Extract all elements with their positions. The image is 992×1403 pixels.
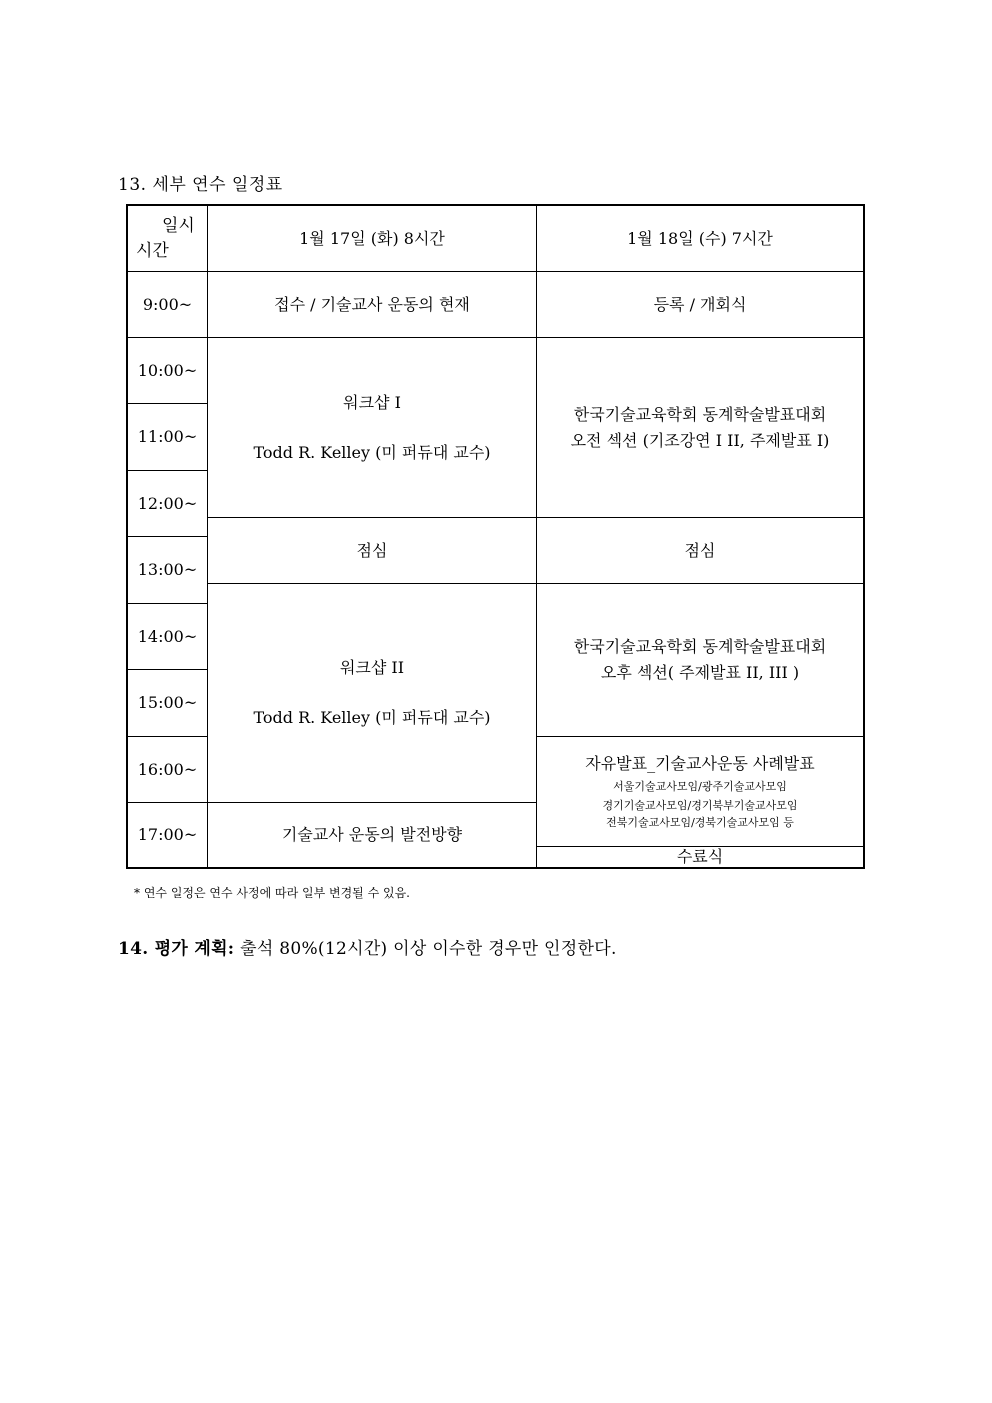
am-session-detail: 오전 섹션 (기조강연 I II, 주제발표 I) — [570, 430, 830, 450]
free-presentation-groups-3: 전북기술교사모임/경북기술교사모임 등 — [606, 816, 794, 830]
time-slot-1600: 16:00~ — [128, 736, 208, 802]
header-day2: 1월 18일 (수) 7시간 — [627, 228, 773, 248]
day2-am-session — [537, 337, 863, 517]
section-title: 13. 세부 연수 일정표 — [118, 175, 283, 195]
day1-workshop1 — [208, 337, 537, 517]
day2-lunch: 점심 — [537, 517, 863, 583]
day2-free-presentation — [537, 736, 863, 846]
time-slot-1400: 14:00~ — [128, 603, 208, 669]
day2-graduation: 수료식 — [537, 846, 863, 867]
day1-closing: 기술교사 운동의 발전방향 — [208, 802, 537, 867]
time-slot-1200: 12:00~ — [128, 470, 208, 536]
free-presentation-groups-2: 경기기술교사모임/경기북부기술교사모임 — [602, 798, 798, 812]
time-slot-1500: 15:00~ — [128, 669, 208, 736]
evaluation-plan — [118, 934, 617, 959]
pm-session-title: 한국기술교육학회 동계학술발표대회 — [573, 637, 827, 657]
time-slot-1000: 10:00~ — [128, 337, 208, 403]
header-corner-date: 일시 — [162, 215, 195, 236]
workshop1-title: 워크샵 I — [343, 392, 401, 412]
evaluation-label: 14. 평가 계획: — [118, 939, 235, 959]
workshop2-title: 워크샵 II — [339, 658, 405, 678]
day2-morning: 등록 / 개회식 — [537, 271, 863, 337]
time-slot-1100: 11:00~ — [128, 403, 208, 470]
free-presentation-title: 자유발표_기술교사운동 사례발표 — [585, 754, 815, 774]
free-presentation-groups-1: 서울기술교사모임/광주기술교사모임 — [613, 779, 787, 793]
header-corner-time: 시간 — [136, 240, 169, 261]
time-slot-1300: 13:00~ — [128, 536, 208, 603]
workshop1-speaker: Todd R. Kelley (미 퍼듀대 교수) — [253, 442, 491, 462]
header-day1: 1월 17일 (화) 8시간 — [208, 206, 537, 271]
schedule-note: * 연수 일정은 연수 사정에 따라 일부 변경될 수 있음. — [134, 886, 410, 900]
schedule-table — [126, 204, 865, 869]
header-corner — [128, 206, 208, 271]
workshop2-speaker: Todd R. Kelley (미 퍼듀대 교수) — [253, 708, 491, 727]
time-slot-0900: 9:00~ — [128, 271, 208, 337]
evaluation-text: 출석 80%(12시간) 이상 이수한 경우만 인정한다. — [234, 939, 617, 959]
day1-workshop2 — [208, 583, 537, 802]
pm-session-detail: 오후 섹션( 주제발표 II, III ) — [600, 663, 800, 682]
day2-pm-session — [537, 583, 863, 736]
day1-morning: 접수 / 기술교사 운동의 현재 — [208, 271, 537, 337]
day1-lunch: 점심 — [208, 517, 537, 583]
am-session-title: 한국기술교육학회 동계학술발표대회 — [573, 404, 827, 424]
time-slot-1700: 17:00~ — [128, 802, 208, 867]
